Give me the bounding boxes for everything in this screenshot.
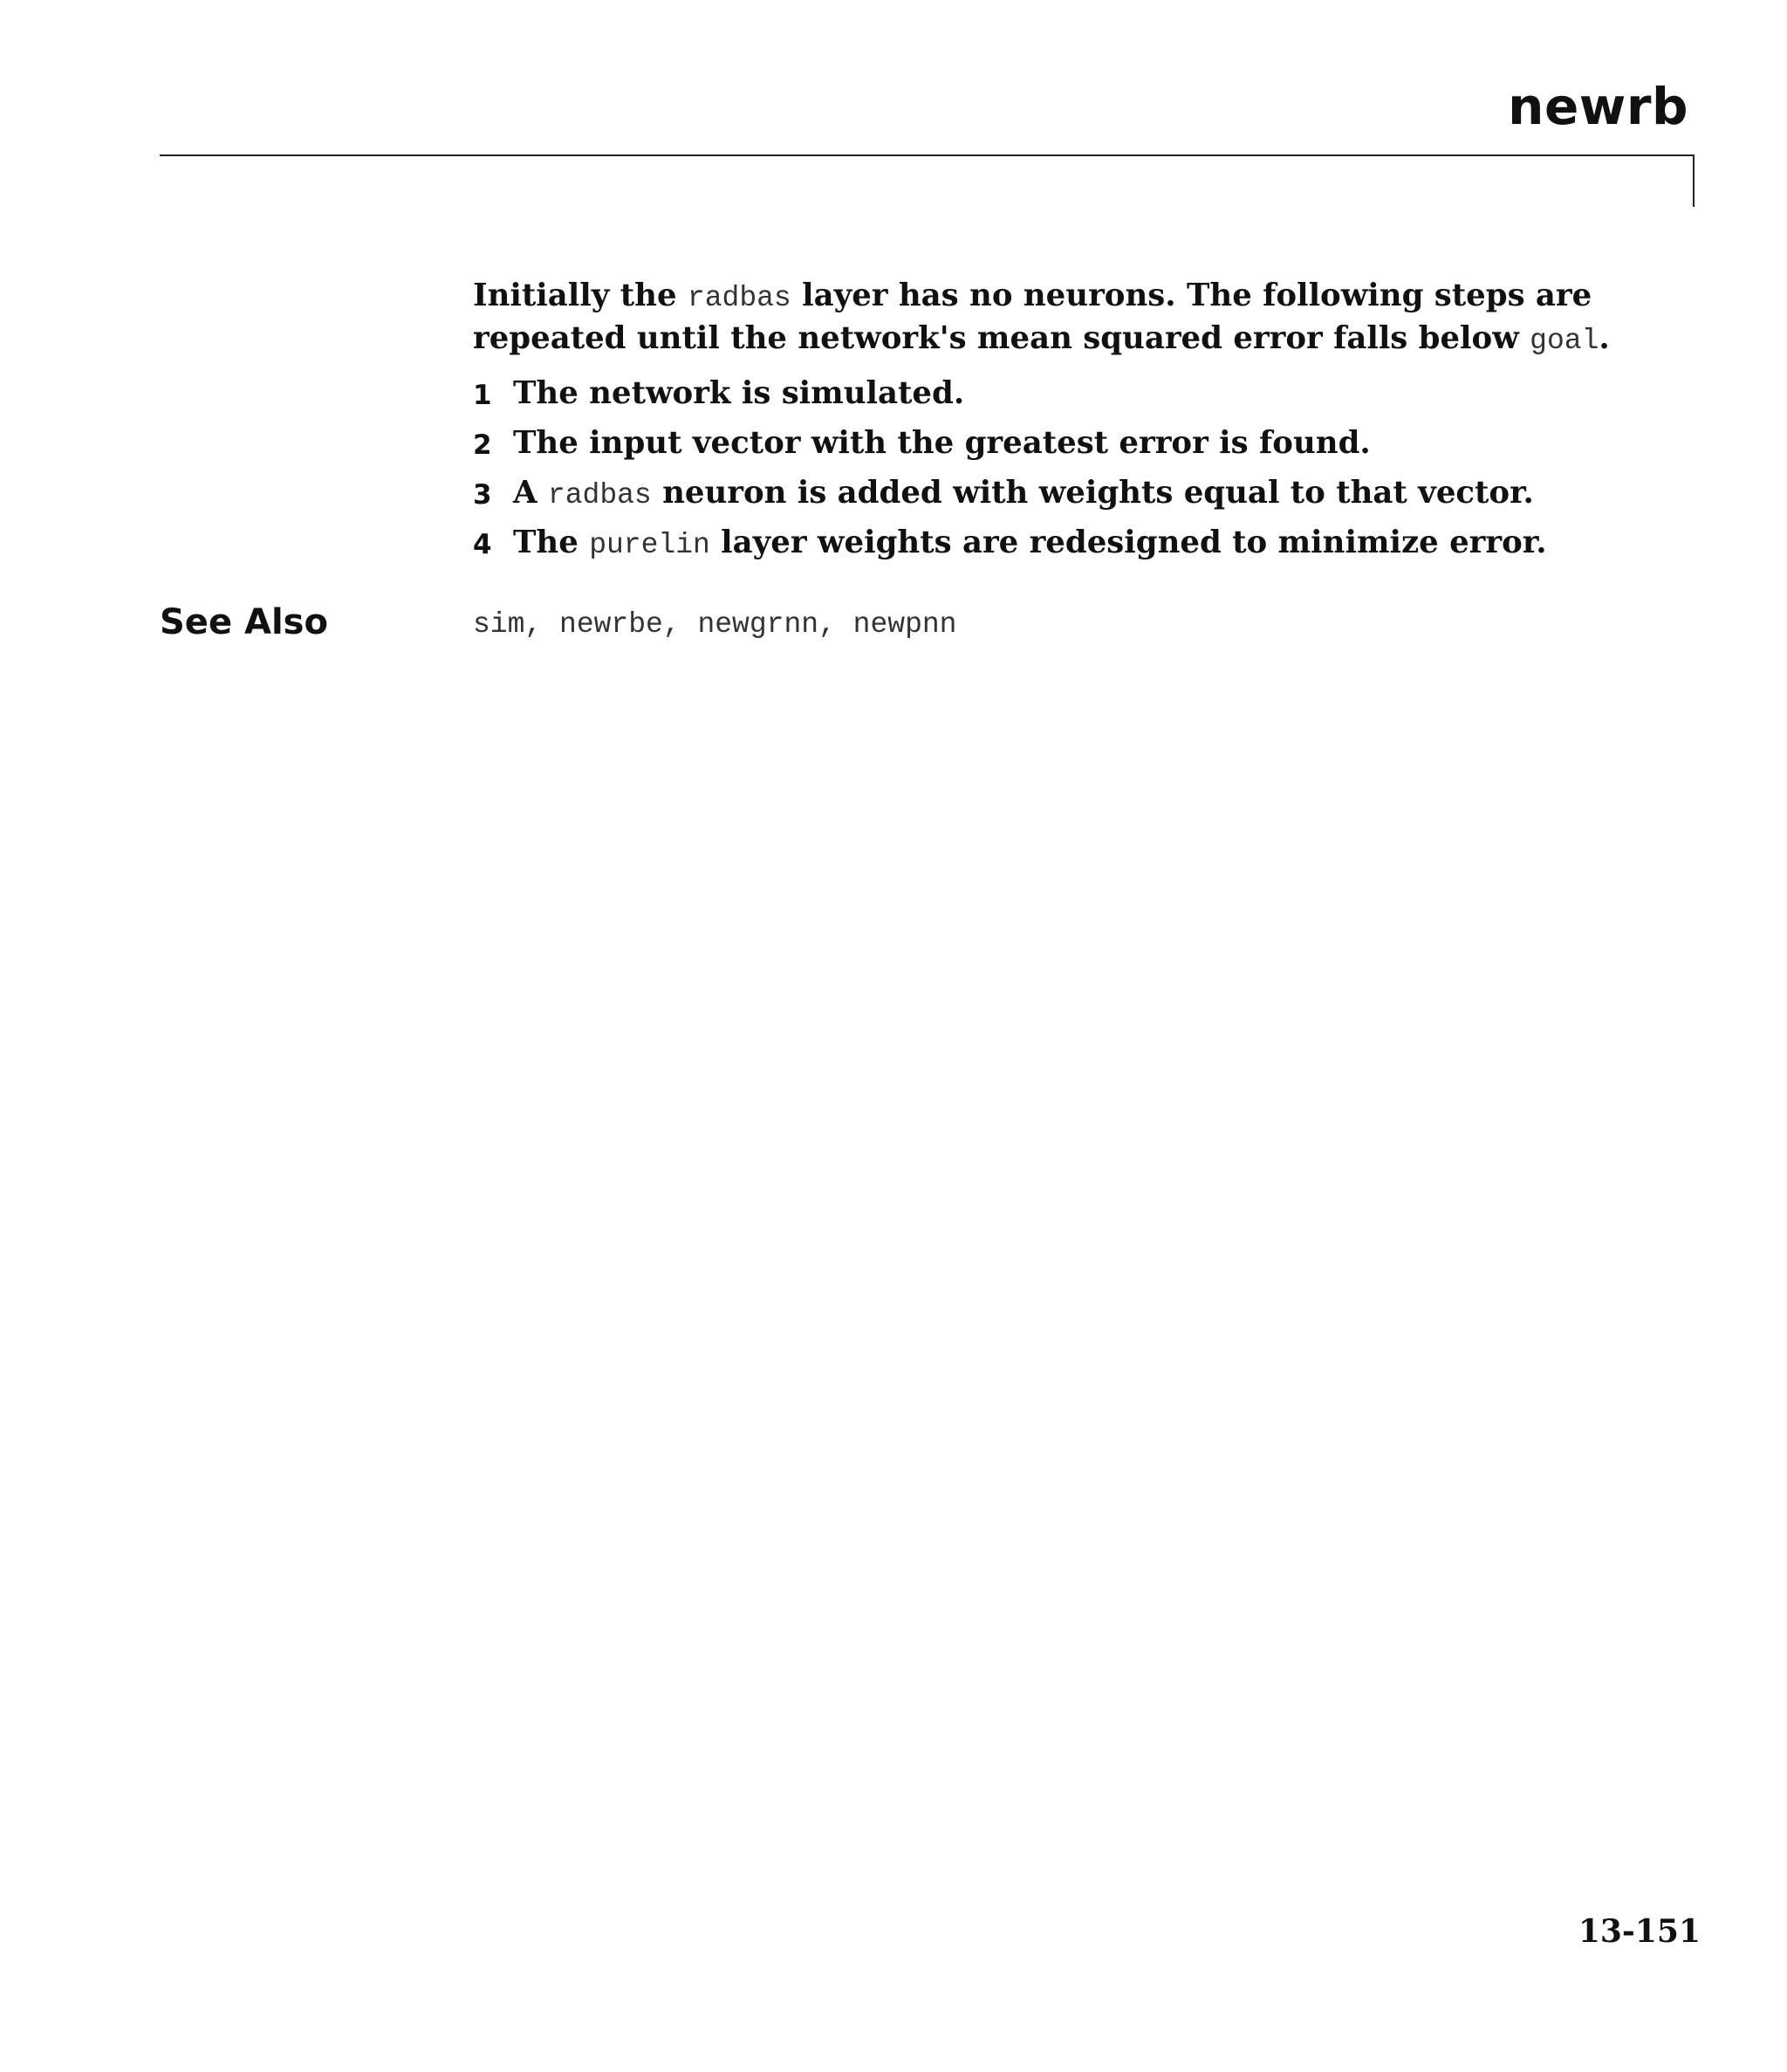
step-text-pre: The — [513, 525, 590, 560]
step-number: 3 — [473, 479, 492, 511]
header-rule — [160, 154, 1695, 156]
step-item-4 — [473, 523, 1642, 573]
code-radbas: radbas — [687, 282, 791, 314]
step-text — [513, 473, 1534, 516]
step-text-pre: A — [513, 475, 548, 511]
page-number: 13-151 — [1578, 1913, 1701, 1950]
header-corner-tick — [1693, 154, 1695, 207]
see-also-heading: See Also — [160, 602, 328, 642]
page-title: newrb — [1508, 77, 1688, 136]
step-text-post: neuron is added with weights equal to that vector. — [651, 475, 1534, 511]
step-item-2 — [473, 423, 1642, 473]
step-number: 4 — [473, 529, 492, 560]
code-purelin: purelin — [589, 529, 710, 561]
steps-list — [473, 374, 1642, 573]
see-also-links: sim, newrbe, newgrnn, newpnn — [473, 608, 957, 641]
step-text: The input vector with the greatest error is found. — [513, 425, 1371, 461]
code-radbas: radbas — [547, 479, 652, 511]
intro-text-1: Initially the — [473, 278, 688, 313]
code-goal: goal — [1530, 325, 1599, 357]
step-text: The network is simulated. — [513, 375, 965, 411]
step-text-post: layer weights are redesigned to minimize error. — [709, 525, 1547, 560]
intro-text-3: . — [1599, 320, 1610, 356]
intro-paragraph — [473, 276, 1642, 361]
intro-text-2: layer has no neurons. The following steps are repeated until the network's mean squared error falls below — [473, 278, 1592, 356]
step-item-1 — [473, 374, 1642, 423]
step-text — [513, 523, 1547, 566]
step-number: 1 — [473, 380, 492, 411]
step-item-3 — [473, 473, 1642, 523]
step-number: 2 — [473, 429, 492, 461]
